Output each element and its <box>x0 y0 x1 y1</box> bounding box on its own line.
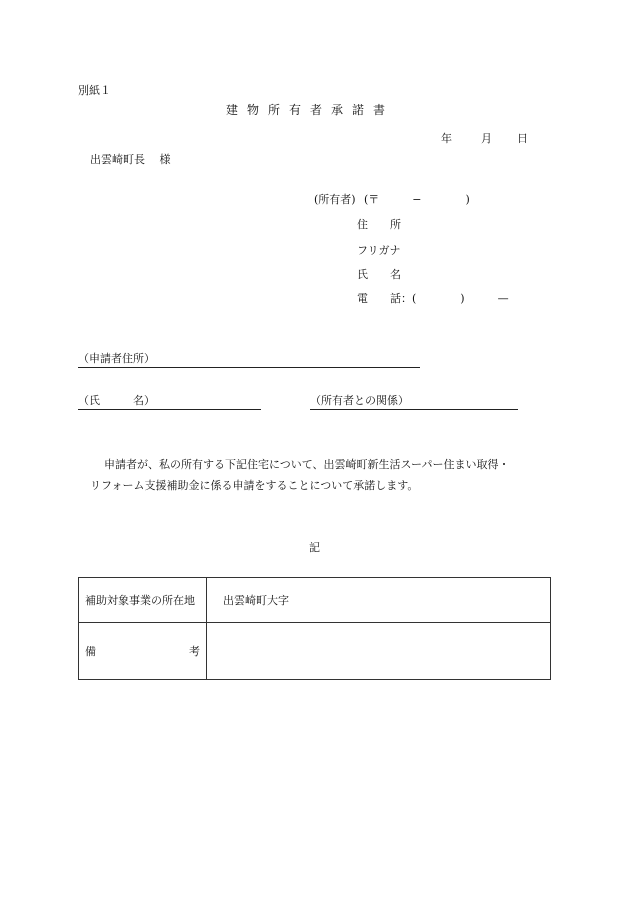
owner-label: (所有者) <box>314 193 356 206</box>
page-title: 建物所有者承諾書 <box>226 103 395 117</box>
date-day: 日 <box>517 132 528 145</box>
remarks-value <box>207 623 551 680</box>
remarks-label-left: 備 <box>85 645 96 658</box>
owner-name-label: 氏 名 <box>357 268 401 281</box>
form-number: 別紙１ <box>78 84 111 97</box>
owner-phone-label: 電 話：( ) — <box>357 292 509 305</box>
applicant-address-label: （申請者住所） <box>78 352 155 365</box>
remarks-label-right: 考 <box>189 645 200 658</box>
date-month: 月 <box>481 132 492 145</box>
relation-label: （所有者との関係） <box>310 394 409 407</box>
body-text-line1: 申請者が、私の所有する下記住宅について、出雲崎町新生活スーパー住まい取得・ <box>104 458 510 471</box>
location-value: 出雲崎町大字 <box>207 578 551 623</box>
body-text-line2: リフォーム支援補助金に係る申請をすることについて承諾します。 <box>90 479 419 492</box>
date-year: 年 <box>441 132 452 145</box>
table-row <box>79 623 551 680</box>
applicant-name-line <box>78 394 261 410</box>
applicant-name-label: （氏 名） <box>78 394 155 407</box>
applicant-address-line <box>78 352 420 368</box>
ki-heading: 記 <box>309 541 320 554</box>
owner-furigana-label: フリガナ <box>357 244 401 257</box>
postal-code-field: (〒 − ) <box>364 193 470 206</box>
owner-address-label: 住 所 <box>357 218 401 231</box>
relation-line <box>310 394 518 410</box>
table-row <box>79 578 551 623</box>
addressee: 出雲崎町長 様 <box>90 153 171 166</box>
remarks-label-cell <box>79 623 207 680</box>
location-label: 補助対象事業の所在地 <box>79 578 207 623</box>
property-table <box>78 577 551 680</box>
